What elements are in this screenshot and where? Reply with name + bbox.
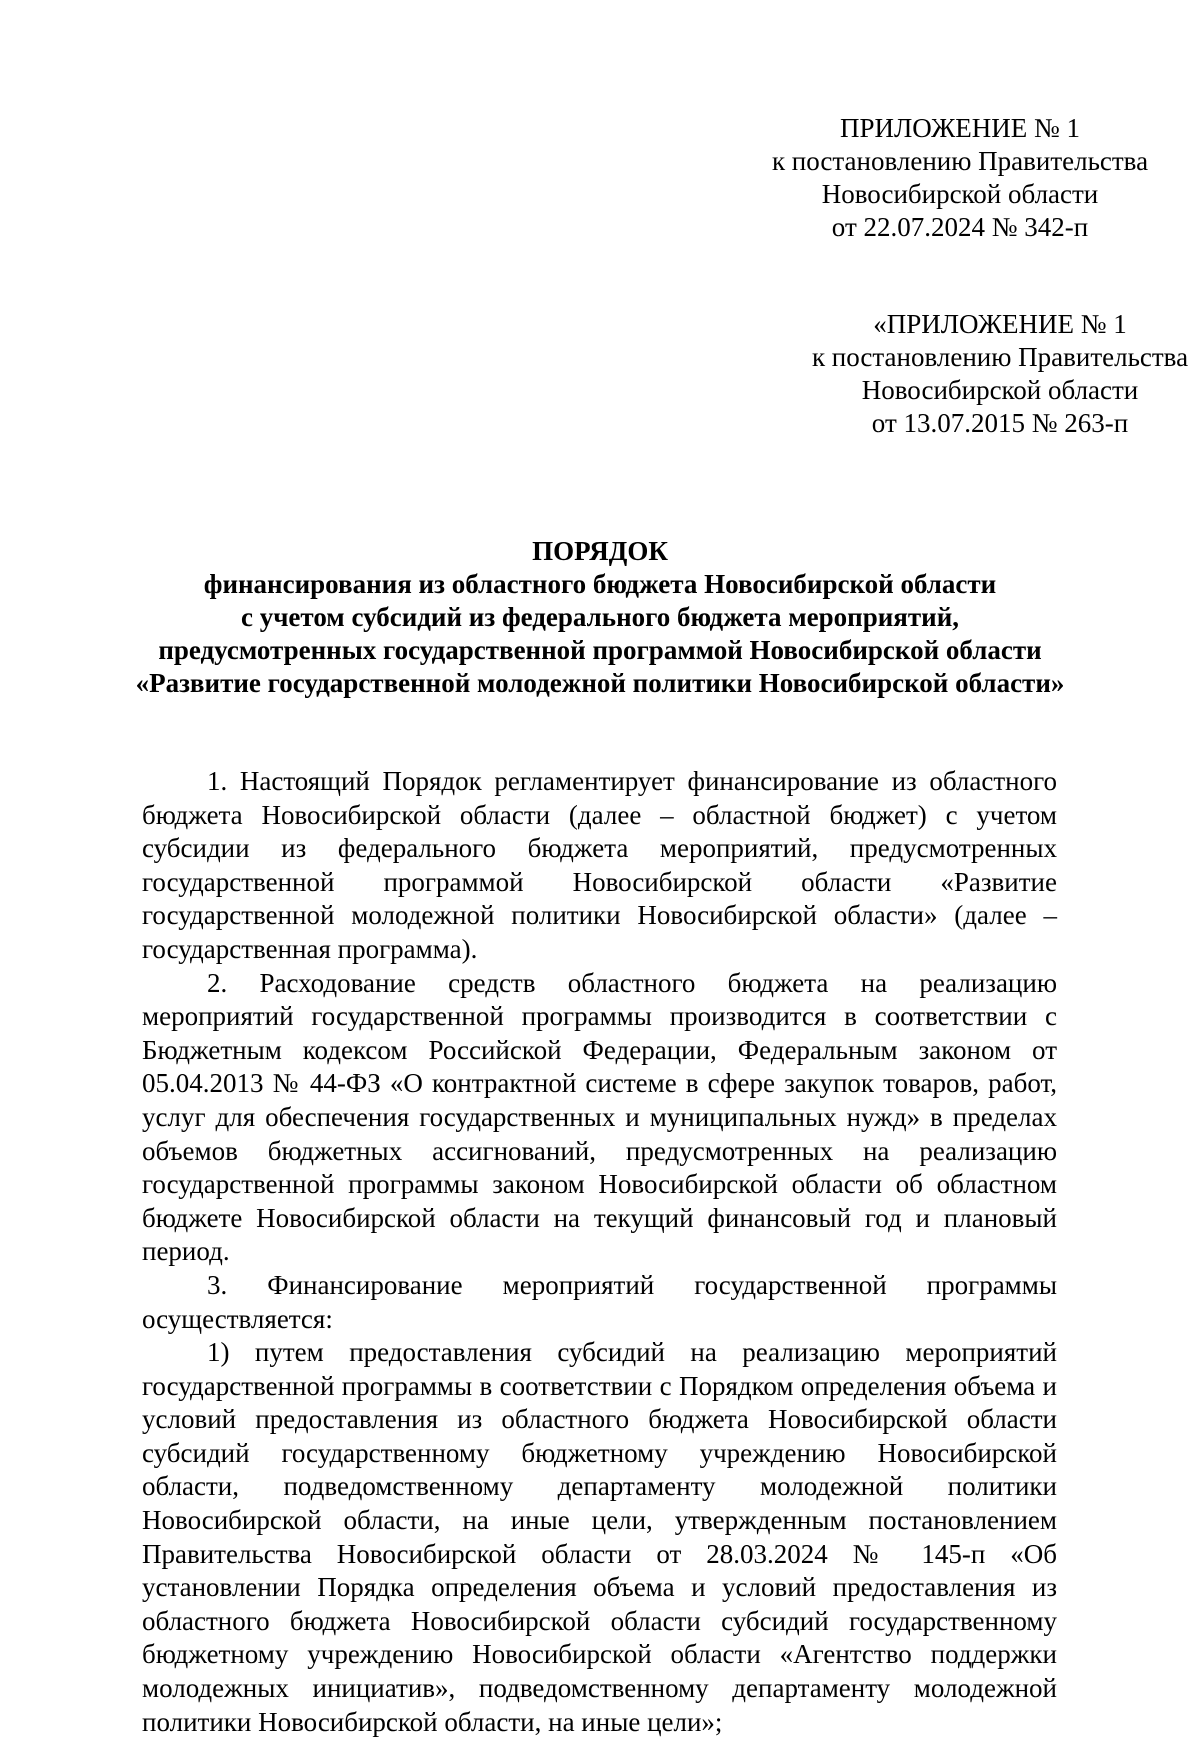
paragraph-3-item-1: 1) путем предоставления субсидий на реализацию мероприятий государственной программы в соответствии с Порядком определения объема и условий предоставления из областного бюджета Новосибирской области субсидий государственному бюджетному учреждению Новосибирской области, подведомственному департаменту молодежной политики Новосибирской области, на иные цели, утвержденным постановлением Правительства Новосибирской области от 28.03.2024 № 145-п «Об установлении Порядка определения объема и условий предоставления из областного бюджета Новосибирской области субсидий государственному бюджетному учреждению Новосибирской области «Агентство поддержки молодежных инициатив», подведомственному департаменту молодежной политики Новосибирской области, на иные цели»; (142, 1337, 1057, 1737)
appendix-region: Новосибирской области (821, 179, 1099, 209)
title-line: «Развитие государственной молодежной политики Новосибирской области» (135, 668, 1065, 698)
document-title (90, 535, 1110, 700)
paragraph-1: 1. Настоящий Порядок регламентирует финансирование из областного бюджета Новосибирской области (далее – областной бюджет) с учетом субсидии из федерального бюджета мероприятий, предусмотренных государственной программой Новосибирской области «Развитие государственной молодежной политики Новосибирской области» (далее – государственная программа). (142, 766, 1057, 964)
appendix-header-current (700, 112, 1200, 244)
appendix-date-number: от 13.07.2015 № 263-п (871, 408, 1129, 438)
document-body (142, 765, 1057, 1739)
title-heading: ПОРЯДОК (532, 536, 668, 566)
appendix-resolution-ref: к постановлению Правительства (811, 342, 1189, 372)
appendix-date-number: от 22.07.2024 № 342-п (831, 212, 1089, 242)
paragraph-2: 2. Расходование средств областного бюджета на реализацию мероприятий государственной программы производится в соответствии с Бюджетным кодексом Российской Федерации, Федеральным законом от 05.04.2013 № 44-ФЗ «О контрактной системе в сфере закупок товаров, работ, услуг для обеспечения государственных и муниципальных нужд» в пределах объемов бюджетных ассигнований, предусмотренных на реализацию государственной программы законом Новосибирской области об областном бюджете Новосибирской области на текущий финансовый год и плановый период. (142, 967, 1057, 1267)
paragraph-3: 3. Финансирование мероприятий государственной программы осуществляется: (142, 1269, 1057, 1334)
title-line: финансирования из областного бюджета Новосибирской области (203, 569, 997, 599)
appendix-number: «ПРИЛОЖЕНИЕ № 1 (873, 309, 1127, 339)
appendix-number: ПРИЛОЖЕНИЕ № 1 (839, 113, 1081, 143)
appendix-header-original (740, 308, 1200, 440)
appendix-region: Новосибирской области (861, 375, 1139, 405)
title-line: предусмотренных государственной программой Новосибирской области (158, 635, 1042, 665)
title-line: с учетом субсидий из федерального бюджета мероприятий, (240, 602, 960, 632)
appendix-resolution-ref: к постановлению Правительства (771, 146, 1149, 176)
